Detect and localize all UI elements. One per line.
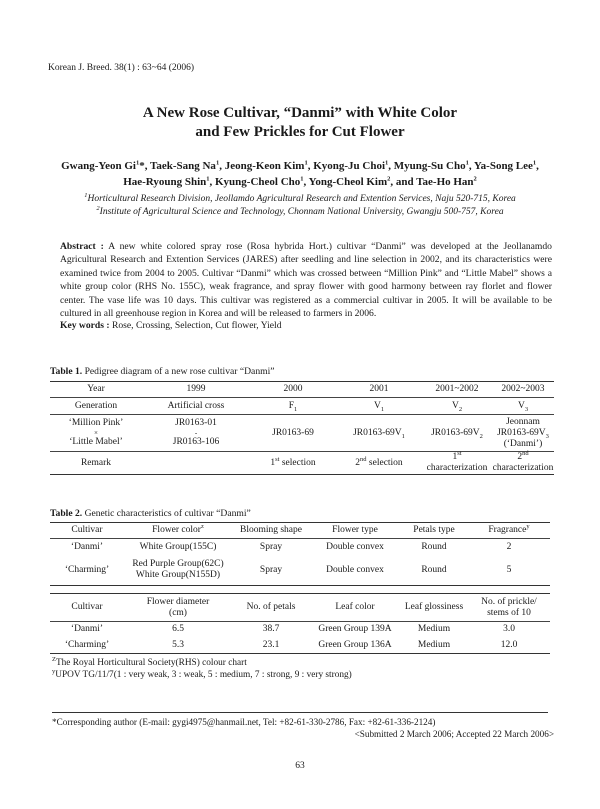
table-row: ‘Charming’ Red Purple Group(62C) White Group(N155D) Spray Double convex Round 5 [50,556,550,586]
affiliations [40,193,560,219]
paper-title-line-2: and Few Prickles for Cut Flower [195,124,405,140]
journal-citation: Korean J. Breed. 38(1) : 63~64 (2006) [48,63,195,73]
table-2-characteristics-b [50,593,550,654]
abstract [60,240,552,320]
table-row: Cultivar Flower diameter (cm) No. of petals Leaf color Leaf glossiness No. of prickle/ stems of 10 [50,594,550,622]
table-row: Generation Artificial cross $F_1$ $V_1$ $V_2$ $V_3$ [50,398,554,415]
table-row: Remark 1st selection 2nd selection 1st characterization 2nd characterization [50,452,554,475]
keywords-text: Rose, Crossing, Selection, Cut flower, Yield [109,320,282,331]
table-row: ‘Charming’ 5.3 23.1 Green Group 136A Medium 12.0 [50,638,550,654]
abstract-label: Abstract : [60,241,104,252]
note-y: $^y$UPOV TG/11/7(1 : very weak, 3 : weak, 5 : medium, 7 : strong, 9 : very strong) [52,667,352,680]
corresponding-author: *Corresponding author (E-mail: gygi4975@hanmail.net, Tel: +82-61-330-2786, Fax: +82-61-336-2124) [52,717,436,727]
table-2-characteristics-a [50,522,550,586]
table-1-caption: Table 1. Pedigree diagram of a new rose cultivar “Danmi” [50,366,275,377]
table-2-caption: Table 2. Genetic characteristics of cultivar “Danmi” [50,508,251,519]
note-z: $^Z$The Royal Horticultural Society(RHS) colour chart [52,655,247,668]
keywords [60,320,552,331]
table-notes [52,655,352,681]
page-number: 63 [295,761,305,771]
footnote-divider [52,712,548,713]
author-line-2: Hae-Ryoung Shin$^1$, Kyung-Cheol Cho$^1$, Yong-Cheol Kim$^2$, and Tae-Ho Han$^2$ [123,175,477,188]
author-line-1: Gwang-Yeon Gi$^1$*, Taek-Sang Na$^1$, Jeong-Keon Kim$^1$, Kyong-Ju Choi$^1$, Myung-Su Cho$^1$, Ya-Song Lee$^1$, [61,159,539,172]
table-row: Year 1999 2000 2001 2001~2002 2002~2003 [50,382,554,398]
paper-title-line-1: A New Rose Cultivar, “Danmi” with White Color [142,105,458,121]
author-list [40,158,560,190]
affiliation-2: $^2$Institute of Agricultural Science and Technology, Chonnam National University, Gwangju 500-757, Korea [96,204,504,217]
table-row: ‘Danmi’ 6.5 38.7 Green Group 139A Medium 3.0 [70,624,515,635]
keywords-label: Key words : [60,320,110,331]
abstract-text: A new white colored spray rose (Rosa hybrida Hort.) cultivar “Danmi” was developed at the Jeollanamdo Agricultural Research and Extention Services (JARES) after seedling and line selection in 2002, and its characteristics were examined twice from 2004 to 2005. Cultivar “Danmi” which was crossed between “Million Pink” and “Little Mabel” shows a white group color (RHS No. 155C), weak fragrance, and spray flower with good harmony between ray florlet and flower center. The vase life was 10 days. This cultivar was registered as a commercial cultivar in 2005. It will be available to be cultured in all greenhouse region in Korea and will be released to farmers in 2006. [60,241,552,320]
table-row: ‘Danmi’ White Group(155C) Spray Double convex Round 2 [70,541,512,552]
table-1-pedigree [50,381,554,475]
table-row: ‘Million Pink’ × ‘Little Mabel’ JR0163-01 - JR0163-106 JR0163-69 $JR0163-69V_1$ $JR0163-69V_2$ Jeonnam $JR0163-69V_3$ (‘Danmi’) [50,415,554,452]
submission-dates: <Submitted 2 March 2006; Accepted 22 March 2006> [354,729,554,739]
affiliation-1: $^1$Horticultural Research Division, Jeollamdo Agricultural Research and Extention Services, Naju 520-715, Korea [84,191,516,204]
table-row: Cultivar Flower color$^z$ Blooming shape Flower type Petals type Fragrance$^y$ [50,523,550,539]
